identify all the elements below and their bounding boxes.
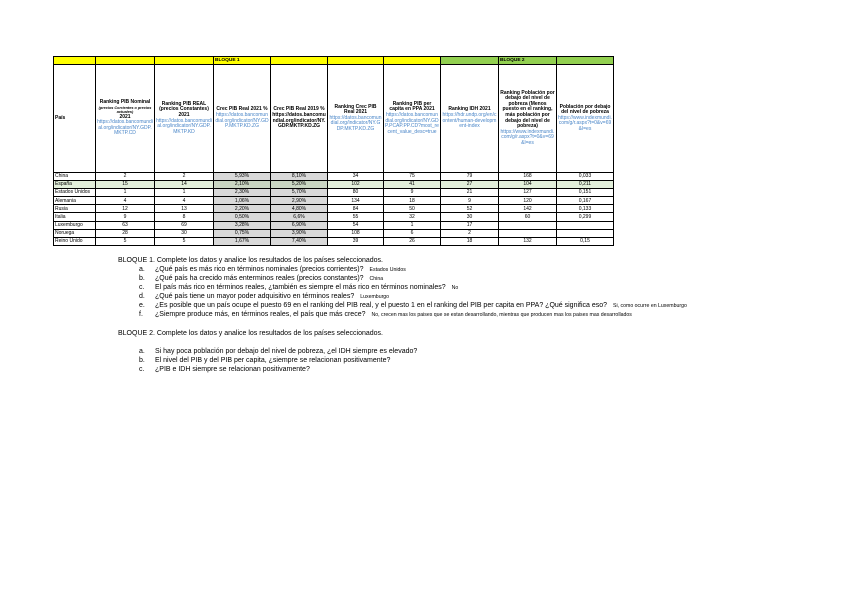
header-ppa: Ranking PIB per capita en PPA 2021 https://datos.bancomundial.org/indicator/NY.GDP.PCAP.PP.CD?most_recent_value_desc=true	[384, 65, 441, 173]
table-row	[54, 237, 614, 245]
header-pais: País	[54, 65, 96, 173]
cell-rc[interactable]: 102	[328, 181, 384, 189]
question-text: ¿Qué país ha crecido más enterminos reales (precios constantes)?	[155, 274, 364, 282]
cell-c19[interactable]: 7,40%	[271, 237, 328, 245]
cell-rc[interactable]: 108	[328, 229, 384, 237]
question-text: ¿Siempre produce más, en términos reales, el país que más crece?	[155, 310, 366, 318]
cell-c19[interactable]: 3,90%	[271, 229, 328, 237]
bloque1-intro: BLOQUE 1. Complete los datos y analice los resultados de los países seleccionados.	[118, 257, 383, 264]
cell-c19[interactable]: 5,20%	[271, 181, 328, 189]
column-header-row	[54, 65, 614, 173]
cell-idh[interactable]: 27	[441, 181, 499, 189]
cell-ppa[interactable]: 9	[384, 189, 441, 197]
question-letter: c.	[139, 283, 145, 291]
cell-pob[interactable]	[557, 221, 614, 229]
question-letter: b.	[139, 274, 145, 282]
cell-real[interactable]: 8	[155, 213, 214, 221]
cell-real[interactable]: 4	[155, 197, 214, 205]
cell-rc[interactable]: 55	[328, 213, 384, 221]
cell-c21[interactable]: 1,67%	[214, 237, 271, 245]
cell-real[interactable]: 13	[155, 205, 214, 213]
cell-pais[interactable]: Luxemburgo	[54, 221, 96, 229]
header-nominal-link[interactable]: https://datos.bancomundial.org/indicator/NY.GDP.MKTP.CD	[97, 119, 153, 137]
header-ppa-link[interactable]: https://datos.bancomundial.org/indicator/NY.GDP.PCAP.PP.CD?most_recent_value_desc=true	[385, 111, 439, 135]
cell-pr[interactable]: 168	[499, 173, 557, 181]
header-real-link[interactable]: https://datos.bancomundial.org/indicator/NY.GDP.MKTP.KD	[156, 117, 212, 135]
cell-rc[interactable]: 39	[328, 237, 384, 245]
cell-nom[interactable]: 63	[96, 221, 155, 229]
cell-pais[interactable]: Rusia	[54, 205, 96, 213]
header-crec2021: Crec PIB Real 2021 % https://datos.bancomundial.org/indicator/NY.GDP.MKTP.KD.ZG	[214, 65, 271, 173]
cell-pais[interactable]: Reino Unido	[54, 237, 96, 245]
header-idh-link[interactable]: https://hdr.undp.org/en/content/human-development-index	[442, 111, 497, 130]
answer-text[interactable]: No, crecen mas los paises que se estan desarrollando, mientras que producen mas los paises mas desarrollados	[371, 311, 632, 318]
cell-c21[interactable]: 1,06%	[214, 197, 271, 205]
cell-real[interactable]: 30	[155, 229, 214, 237]
answer-text[interactable]: Luxemburgo	[360, 293, 390, 300]
cell-rc[interactable]: 134	[328, 197, 384, 205]
header-rank-crec: Ranking Crec PIB Real 2021 https://datos.bancomundial.org/indicator/NY.GDP.MKTP.KD.ZG	[328, 65, 384, 173]
question-text: ¿PIB e IDH siempre se relacionan positivamente?	[155, 366, 310, 373]
bloque2-question	[139, 347, 417, 356]
cell-pr[interactable]: 142	[499, 205, 557, 213]
cell-nom[interactable]: 2	[96, 173, 155, 181]
header-crec2019-link[interactable]: https://datos.bancomundial.org/indicator/NY.GDP.MKTP.KD.ZG	[272, 111, 326, 130]
cell-c21[interactable]: 0,50%	[214, 213, 271, 221]
cell-ppa[interactable]: 1	[384, 221, 441, 229]
cell-rc[interactable]: 84	[328, 205, 384, 213]
cell-idh[interactable]: 18	[441, 237, 499, 245]
bloque-header-row	[54, 57, 614, 65]
cell-pais[interactable]: China	[54, 173, 96, 181]
cell-c19[interactable]: 5,70%	[271, 189, 328, 197]
question-letter: a.	[139, 266, 145, 273]
header-rank-crec-link[interactable]: https://datos.bancomundial.org/indicator/NY.GDP.MKTP.KD.ZG	[329, 114, 382, 132]
cell-pob[interactable]: 0,15	[557, 237, 614, 245]
cell-pais[interactable]: Alemania	[54, 197, 96, 205]
cell-c21[interactable]: 0,75%	[214, 229, 271, 237]
cell-nom[interactable]: 1	[96, 189, 155, 197]
answer-text[interactable]: China	[369, 275, 384, 282]
cell-pr[interactable]: 127	[499, 189, 557, 197]
question-letter: d.	[139, 292, 145, 300]
cell-ppa[interactable]: 26	[384, 237, 441, 245]
question-text: El nivel del PIB y del PIB per capita, ¿siempre se relacionan positivamente?	[155, 357, 391, 364]
bloque2-label: BLOQUE 2	[499, 57, 557, 65]
cell-rc[interactable]: 54	[328, 221, 384, 229]
cell-real[interactable]: 1	[155, 189, 214, 197]
cell-pr[interactable]: 132	[499, 237, 557, 245]
cell-c19[interactable]: 2,90%	[271, 197, 328, 205]
cell-nom[interactable]: 9	[96, 213, 155, 221]
bloque2-question	[139, 365, 310, 374]
cell-ppa[interactable]: 6	[384, 229, 441, 237]
header-pob: Población por debajo del nivel de pobreza https://www.indexmundi.com/g/r.aspx?t=0&v=69&l=es	[557, 65, 614, 173]
cell-pais[interactable]: Estados Unidos	[54, 189, 96, 197]
question-letter: b.	[139, 357, 145, 364]
cell-nom[interactable]: 12	[96, 205, 155, 213]
cell-pais[interactable]: Italia	[54, 213, 96, 221]
answer-text[interactable]: No	[451, 284, 459, 291]
cell-idh[interactable]: 2	[441, 229, 499, 237]
cell-idh[interactable]: 9	[441, 197, 499, 205]
cell-pob[interactable]: 0,299	[557, 213, 614, 221]
cell-ppa[interactable]: 50	[384, 205, 441, 213]
table-row	[54, 205, 614, 213]
cell-idh[interactable]: 52	[441, 205, 499, 213]
cell-nom[interactable]: 4	[96, 197, 155, 205]
question-letter: a.	[139, 348, 145, 355]
cell-ppa[interactable]: 75	[384, 173, 441, 181]
question-text: ¿Qué país es más rico en términos nominales (precios corrientes)?	[155, 266, 364, 273]
cell-pr[interactable]	[499, 221, 557, 229]
question-letter: e.	[139, 301, 145, 309]
question-text: El país más rico en términos reales, ¿también es siempre el más rico en términos nominales?	[155, 283, 446, 291]
cell-c19[interactable]: 6,6%	[271, 213, 328, 221]
cell-pais[interactable]: España	[54, 181, 96, 189]
table-row	[54, 213, 614, 221]
table-row	[54, 197, 614, 205]
cell-pr[interactable]: 104	[499, 181, 557, 189]
table-row	[54, 229, 614, 237]
header-crec2021-link[interactable]: https://datos.bancomundial.org/indicator/NY.GDP.MKTP.KD.ZG	[215, 111, 269, 130]
bloque1-question	[139, 310, 632, 320]
answer-text[interactable]: Si, como ocurre en Luxemburgo	[613, 302, 687, 309]
cell-c21[interactable]: 3,28%	[214, 221, 271, 229]
cell-c21[interactable]: 2,10%	[214, 181, 271, 189]
cell-idh[interactable]: 21	[441, 189, 499, 197]
cell-idh[interactable]: 30	[441, 213, 499, 221]
cell-real[interactable]: 5	[155, 237, 214, 245]
question-text: ¿Qué país tiene un mayor poder adquisitivo en términos reales?	[155, 292, 355, 300]
cell-pr[interactable]	[499, 229, 557, 237]
question-letter: f.	[139, 310, 143, 318]
cell-nom[interactable]: 5	[96, 237, 155, 245]
table-row	[54, 181, 614, 189]
cell-pob[interactable]: 0,167	[557, 197, 614, 205]
header-idh: Ranking IDH 2021 https://hdr.undp.org/en/content/human-development-index	[441, 65, 499, 173]
header-nominal: Ranking PIB Nominal (precios Corrientes o precios actuales) 2021 https://datos.bancomundial.org/indicator/NY.GDP.MKTP.CD	[96, 65, 155, 173]
header-crec2019: Crec PIB Real 2019 % https://datos.bancomundial.org/indicator/NY.GDP.MKTP.KD.ZG	[271, 65, 328, 173]
cell-pob[interactable]: 0,211	[557, 181, 614, 189]
table-row	[54, 221, 614, 229]
cell-pob[interactable]	[557, 229, 614, 237]
cell-c21[interactable]: 2,30%	[214, 189, 271, 197]
cell-pr[interactable]: 60	[499, 213, 557, 221]
question-text: Si hay poca población por debajo del nivel de pobreza, ¿el IDH siempre es elevado?	[155, 348, 418, 355]
cell-c19[interactable]: 8,10%	[271, 173, 328, 181]
answer-text[interactable]: Estados Unidos	[369, 267, 406, 273]
table-row	[54, 173, 614, 181]
table-row	[54, 189, 614, 197]
cell-real[interactable]: 14	[155, 181, 214, 189]
cell-rc[interactable]: 34	[328, 173, 384, 181]
cell-c19[interactable]: 4,80%	[271, 205, 328, 213]
question-letter: c.	[139, 366, 145, 373]
cell-nom[interactable]: 15	[96, 181, 155, 189]
header-real: Ranking PIB REAL (precios Constantes) 2021 https://datos.bancomundial.org/indicator/NY.GDP.MKTP.KD	[155, 65, 214, 173]
bloque2-intro: BLOQUE 2. Complete los datos y analice los resultados de los países seleccionados.	[118, 330, 383, 337]
cell-pob[interactable]: 0,151	[557, 189, 614, 197]
question-text: ¿Es posible que un país ocupe el puesto 69 en el ranking del PIB real, y el puesto 1 en el ranking del PIB per capita en PPA? ¿Qué significa eso?	[155, 301, 608, 309]
header-pob-link[interactable]: https://www.indexmundi.com/g/r.aspx?t=0&v=69&l=es	[558, 114, 612, 132]
header-pob-rank: Ranking Población por debajo del nivel de pobreza (Menos puesto en el ranking, más población por debajo del nivel de pobreza) https://www.indexmundi.com/g/r.aspx?t=0&v=69&l=es	[499, 65, 557, 173]
cell-pais[interactable]: Noruega	[54, 229, 96, 237]
cell-c19[interactable]: 6,90%	[271, 221, 328, 229]
cell-pob[interactable]: 0,033	[557, 173, 614, 181]
header-pob-rank-link[interactable]: https://www.indexmundi.com/g/r.aspx?t=0&v=69&l=es	[500, 128, 555, 146]
cell-ppa[interactable]: 41	[384, 181, 441, 189]
cell-ppa[interactable]: 32	[384, 213, 441, 221]
cell-real[interactable]: 69	[155, 221, 214, 229]
cell-real[interactable]: 2	[155, 173, 214, 181]
cell-pob[interactable]: 0,133	[557, 205, 614, 213]
bloque1-label: BLOQUE 1	[214, 57, 271, 65]
cell-nom[interactable]: 28	[96, 229, 155, 237]
cell-pr[interactable]: 120	[499, 197, 557, 205]
cell-idh[interactable]: 17	[441, 221, 499, 229]
cell-c21[interactable]: 2,20%	[214, 205, 271, 213]
cell-idh[interactable]: 79	[441, 173, 499, 181]
bloque2-question	[139, 356, 390, 365]
cell-ppa[interactable]: 18	[384, 197, 441, 205]
cell-rc[interactable]: 80	[328, 189, 384, 197]
cell-c21[interactable]: 5,93%	[214, 173, 271, 181]
data-table	[53, 56, 614, 246]
